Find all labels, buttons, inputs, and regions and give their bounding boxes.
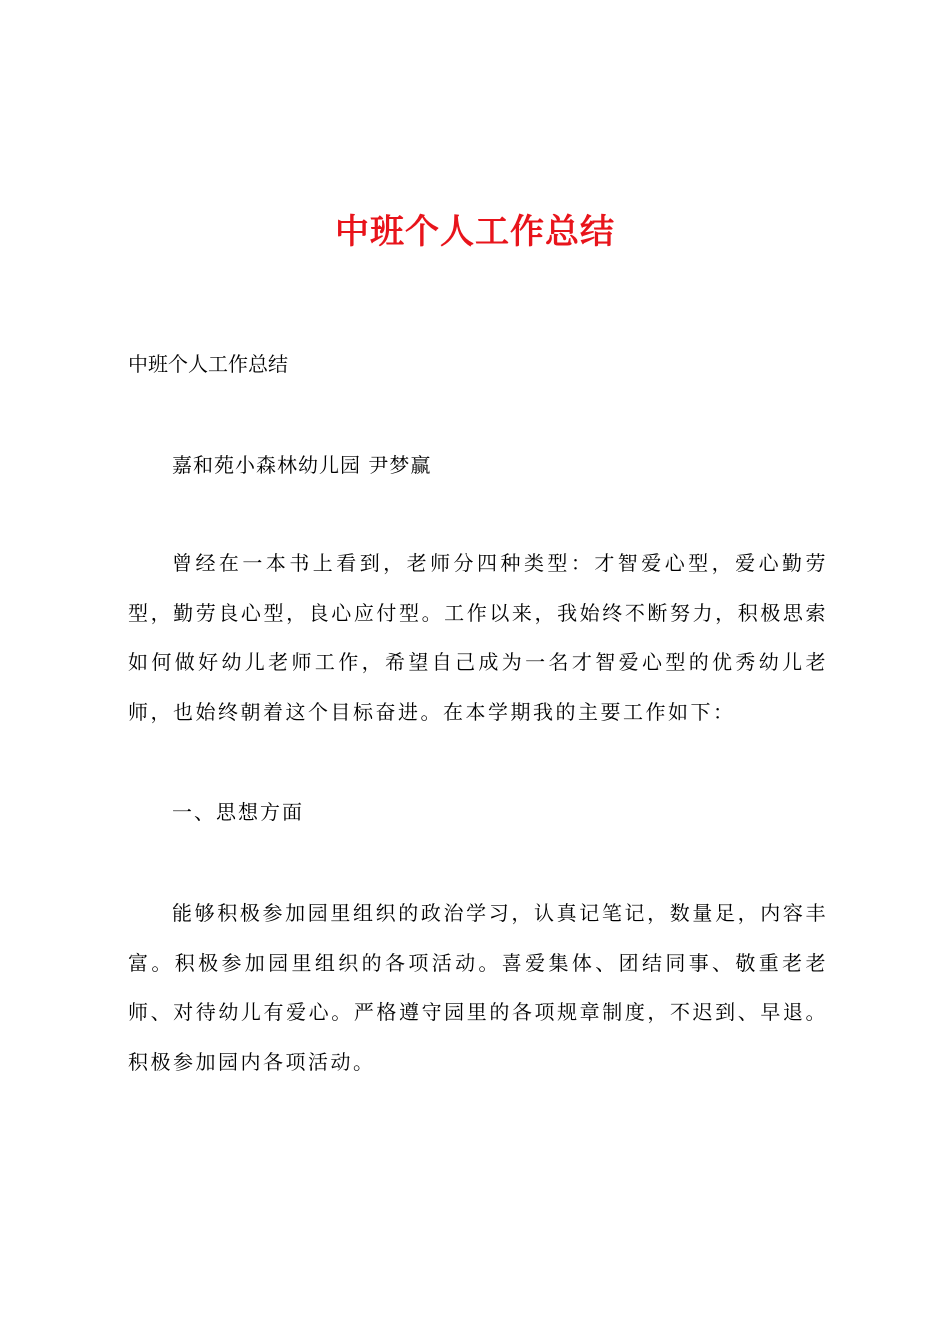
document-title: 中班个人工作总结 <box>335 212 615 252</box>
document-subtitle: 中班个人工作总结 <box>128 352 288 376</box>
author-line: 嘉和苑小森林幼儿园 尹梦赢 <box>172 453 432 477</box>
intro-paragraph: 曾经在一本书上看到，老师分四种类型：才智爱心型，爱心勤劳型，勤劳良心型，良心应付型。工作以来，我始终不断努力，积极思索如何做好幼儿老师工作，希望自己成为一名才智爱心型的优秀幼儿老师，也始终朝着这个目标奋进。在本学期我的主要工作如下： <box>128 551 828 724</box>
section-heading-thought: 一、思想方面 <box>172 800 304 824</box>
thought-paragraph: 能够积极参加园里组织的政治学习，认真记笔记，数量足，内容丰富。积极参加园里组织的各项活动。喜爱集体、团结同事、敬重老老师、对待幼儿有爱心。严格遵守园里的各项规章制度，不迟到、早退。积极参加园内各项活动。 <box>128 901 828 1074</box>
